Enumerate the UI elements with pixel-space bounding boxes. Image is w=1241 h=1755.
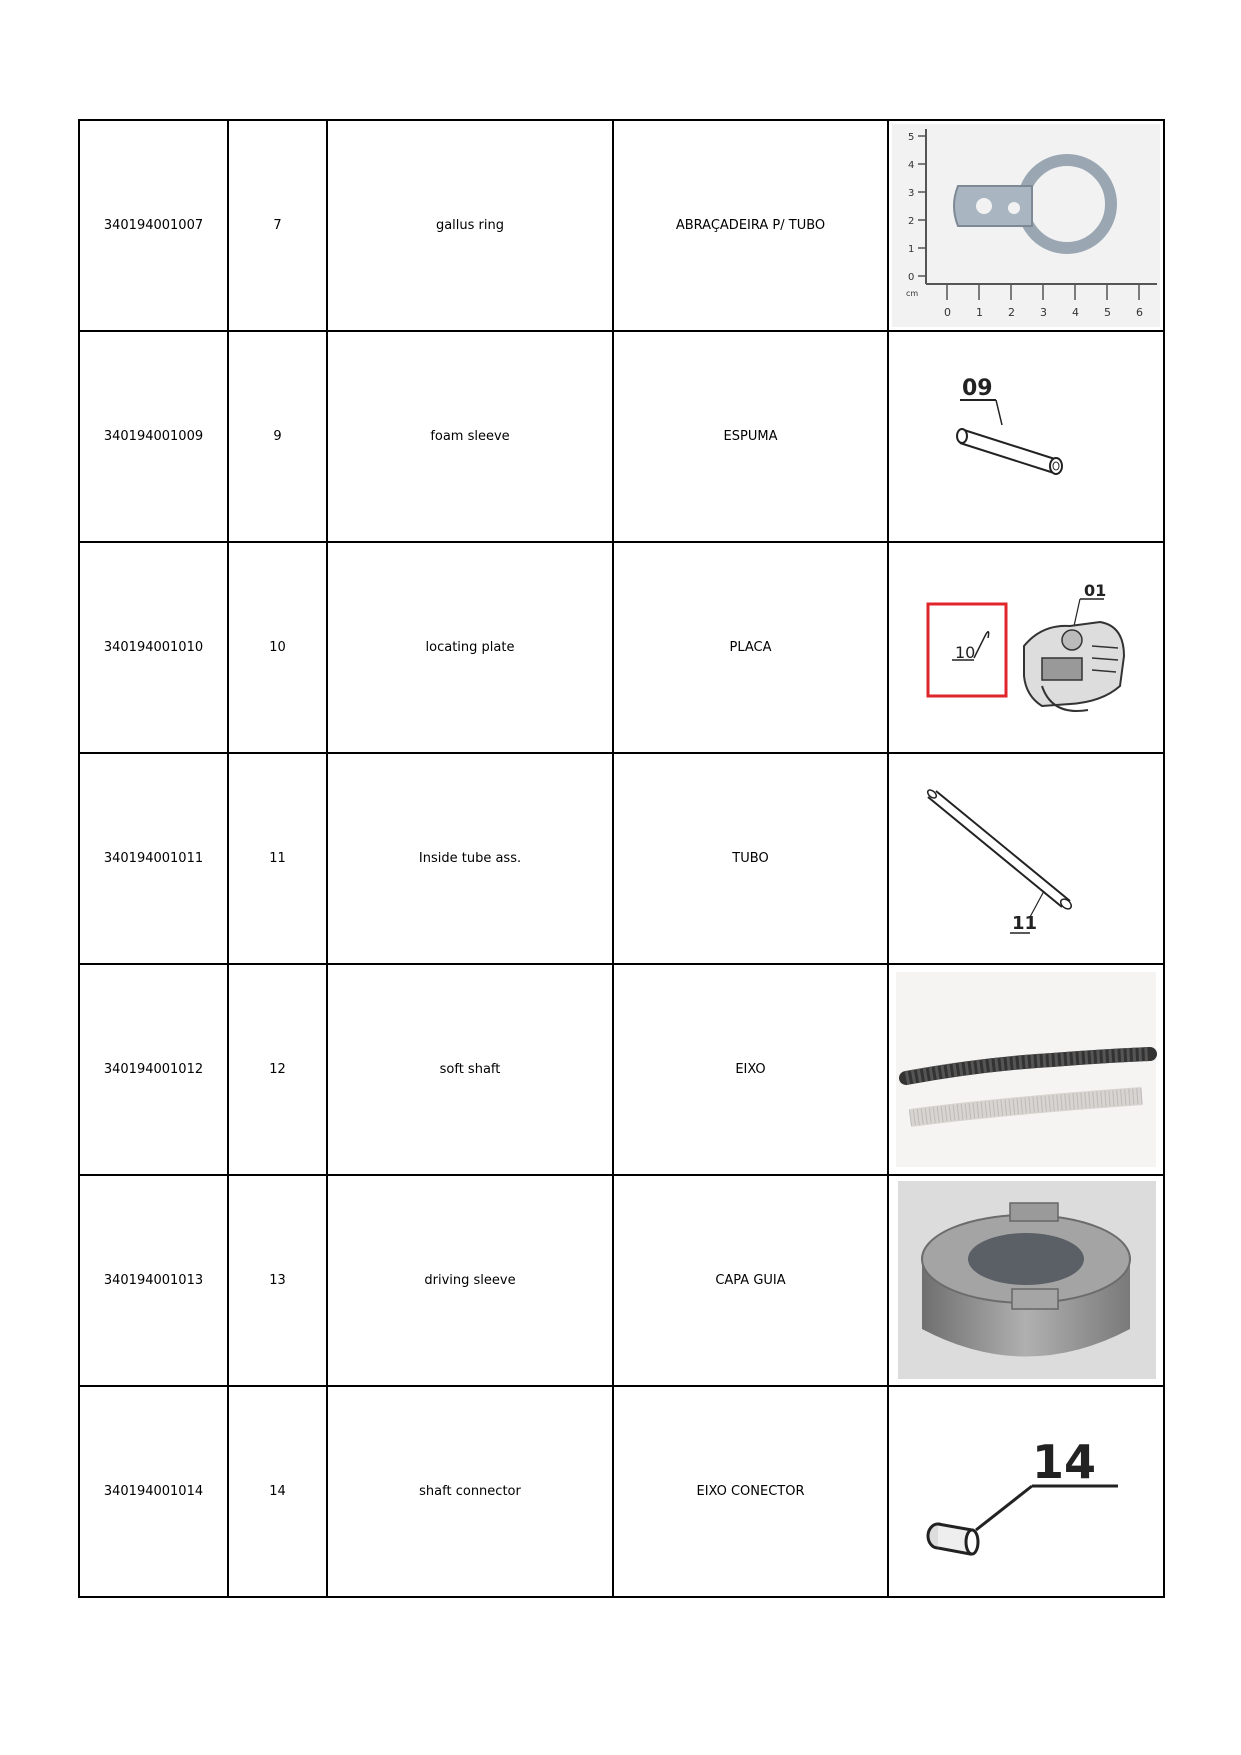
table-row — [79, 331, 1164, 542]
table-row — [79, 1175, 1164, 1386]
ruler-y-tick: 2 — [908, 216, 915, 227]
item-number: 9 — [228, 331, 327, 542]
part-image-cell — [888, 331, 1164, 542]
part-code: 340194001014 — [79, 1386, 228, 1597]
ruler-y-tick: 4 — [908, 160, 915, 171]
part-code: 340194001011 — [79, 753, 228, 964]
part-name-pt: EIXO CONECTOR — [613, 1386, 888, 1597]
part-name-pt: CAPA GUIA — [613, 1175, 888, 1386]
parts-table — [78, 119, 1165, 1598]
callout-number: 11 — [1012, 913, 1038, 934]
inside-tube-drawing-icon — [892, 757, 1160, 960]
part-name-pt: TUBO — [613, 753, 888, 964]
ruler-y-tick: 3 — [908, 188, 915, 199]
ruler-x-tick: 2 — [1008, 306, 1015, 319]
ruler-y-tick: 5 — [908, 132, 915, 143]
driving-sleeve-photo-icon — [892, 1179, 1160, 1382]
part-name-en: soft shaft — [327, 964, 613, 1175]
item-number: 13 — [228, 1175, 327, 1386]
part-image-cell — [888, 1386, 1164, 1597]
table-row — [79, 753, 1164, 964]
part-code: 340194001009 — [79, 331, 228, 542]
ruler-x-tick: 4 — [1072, 306, 1079, 319]
part-name-en: Inside tube ass. — [327, 753, 613, 964]
ruler-x-tick: 5 — [1104, 306, 1111, 319]
callout-number: 10 — [955, 643, 976, 662]
part-image-cell — [888, 1175, 1164, 1386]
ruler-x-tick: 6 — [1136, 306, 1143, 319]
part-code: 340194001013 — [79, 1175, 228, 1386]
part-name-pt: EIXO — [613, 964, 888, 1175]
foam-sleeve-drawing-icon — [892, 335, 1160, 538]
part-image-cell — [888, 542, 1164, 753]
pipe-clamp-photo-icon — [892, 124, 1160, 327]
table-row — [79, 120, 1164, 331]
table-row — [79, 964, 1164, 1175]
part-name-en: shaft connector — [327, 1386, 613, 1597]
table-row — [79, 542, 1164, 753]
part-name-en: foam sleeve — [327, 331, 613, 542]
soft-shaft-photo-icon — [892, 968, 1160, 1171]
part-code: 340194001010 — [79, 542, 228, 753]
item-number: 10 — [228, 542, 327, 753]
table-row — [79, 1386, 1164, 1597]
callout-number: 01 — [1084, 581, 1107, 600]
ruler-y-tick: 0 — [908, 272, 915, 283]
part-image-cell — [888, 120, 1164, 331]
part-code: 340194001007 — [79, 120, 228, 331]
part-image-cell — [888, 964, 1164, 1175]
item-number: 12 — [228, 964, 327, 1175]
locating-plate-drawing-icon — [892, 546, 1160, 749]
ruler-x-tick: 3 — [1040, 306, 1047, 319]
ruler-unit: cm — [906, 289, 919, 298]
part-name-en: locating plate — [327, 542, 613, 753]
callout-number: 14 — [1032, 1435, 1097, 1489]
part-code: 340194001012 — [79, 964, 228, 1175]
part-image-cell — [888, 753, 1164, 964]
ruler-x-tick: 0 — [944, 306, 951, 319]
item-number: 7 — [228, 120, 327, 331]
item-number: 14 — [228, 1386, 327, 1597]
item-number: 11 — [228, 753, 327, 964]
ruler-y-tick: 1 — [908, 244, 915, 255]
part-name-pt: ESPUMA — [613, 331, 888, 542]
shaft-connector-drawing-icon — [892, 1390, 1160, 1593]
part-name-en: gallus ring — [327, 120, 613, 331]
part-name-pt: PLACA — [613, 542, 888, 753]
part-name-pt: ABRAÇADEIRA P/ TUBO — [613, 120, 888, 331]
part-name-en: driving sleeve — [327, 1175, 613, 1386]
ruler-x-tick: 1 — [976, 306, 983, 319]
callout-number: 09 — [962, 376, 993, 401]
